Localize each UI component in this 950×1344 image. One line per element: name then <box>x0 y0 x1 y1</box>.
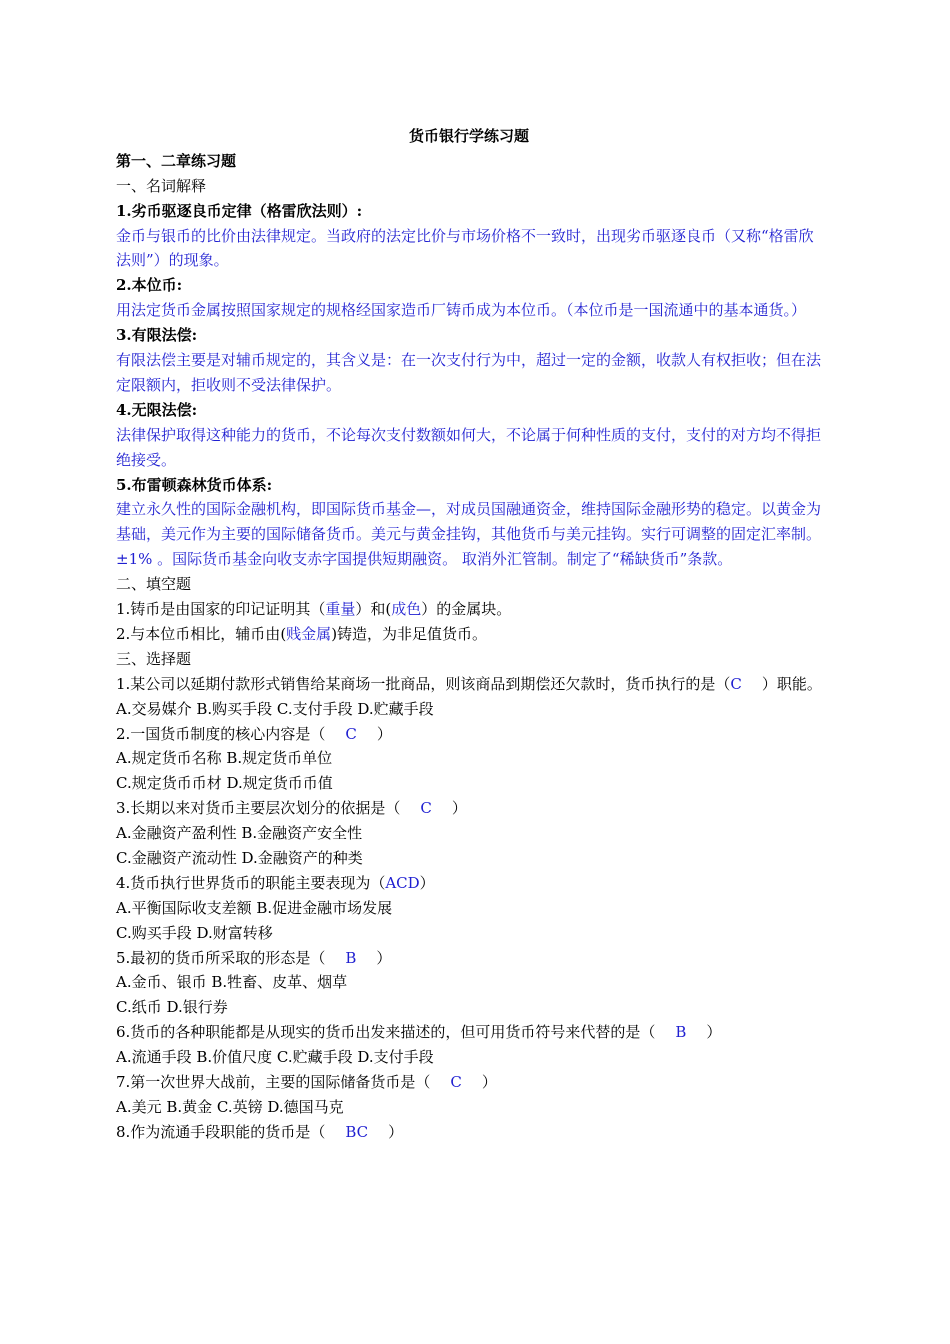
question-text: 2.一国货币制度的核心内容是（ <box>116 724 326 743</box>
fill-question-1 <box>116 597 822 622</box>
choice-options: A.金币、银币 B.牲畜、皮革、烟草 <box>116 973 348 992</box>
choice-options: A.规定货币名称 B.规定货币单位 <box>116 749 333 768</box>
question-answer: C <box>730 674 742 693</box>
question-tail: ） <box>451 799 467 818</box>
term-definition: 金币与银币的比价由法律规定。当政府的法定比价与市场价格不一致时，出现劣币驱逐良币（又称“格雷欣法则”）的现象。 <box>116 226 814 270</box>
chapter-heading: 第一、二章练习题 <box>116 151 237 170</box>
question-answer: ACD <box>385 873 420 892</box>
question-tail: ） <box>388 1122 404 1141</box>
section-heading-choice: 三、选择题 <box>116 649 192 668</box>
question-tail: ） <box>419 873 435 892</box>
term-definition: 法律保护取得这种能力的货币，不论每次支付数额如何大，不论属于何种性质的支付，支付的对方均不得拒绝接受。 <box>116 425 822 469</box>
fill-question-2 <box>116 622 822 647</box>
choice-question-3 <box>116 796 822 821</box>
choice-question-4 <box>116 871 822 896</box>
question-text: 6.货币的各种职能都是从现实的货币出发来描述的，但可用货币符号来代替的是（ <box>116 1023 656 1042</box>
fill-text: 2.与本位币相比，辅币由( <box>116 624 287 643</box>
question-text: 4.货币执行世界货币的职能主要表现为（ <box>116 873 386 892</box>
choice-options: C.金融资产流动性 D.金融资产的种类 <box>116 849 363 867</box>
term-heading: 1.劣币驱逐良币定律（格雷欣法则）: <box>116 201 363 220</box>
question-tail: ） <box>481 1073 497 1092</box>
question-tail: ） <box>706 1023 722 1042</box>
question-answer: B <box>675 1023 687 1042</box>
fill-answer: 成色 <box>391 600 422 619</box>
fill-text: 1.铸币是由国家的印记证明其（ <box>116 600 326 619</box>
choice-question-7 <box>116 1070 822 1095</box>
choice-options: A.流通手段 B.价值尺度 C.贮藏手段 D.支付手段 <box>116 1048 434 1067</box>
question-answer: C <box>345 724 357 743</box>
choice-options: A.金融资产盈利性 B.金融资产安全性 <box>116 824 363 843</box>
question-tail: ） <box>376 724 392 743</box>
question-tail: ）职能。 <box>761 674 822 693</box>
term-heading: 3.有限法偿: <box>116 326 198 345</box>
term-heading: 5.布雷顿森林货币体系: <box>116 475 273 494</box>
question-text: 3.长期以来对货币主要层次划分的依据是（ <box>116 799 401 818</box>
question-answer: BC <box>345 1122 369 1141</box>
term-heading: 2.本位币: <box>116 276 183 295</box>
choice-options: A.交易媒介 B.购买手段 C.支付手段 D.贮藏手段 <box>116 699 434 718</box>
term-definition: 有限法偿主要是对辅币规定的，其含义是：在一次支付行为中，超过一定的金额，收款人有权拒收；但在法定限额内，拒收则不受法律保护。 <box>116 351 822 394</box>
question-answer: B <box>345 948 357 967</box>
choice-question-2 <box>116 722 822 747</box>
choice-options: A.平衡国际收支差额 B.促进金融市场发展 <box>116 898 393 917</box>
choice-options: A.美元 B.黄金 C.英镑 D.德国马克 <box>116 1097 344 1116</box>
fill-text: ）的金属块。 <box>421 600 512 619</box>
question-tail: ） <box>376 948 392 967</box>
question-text: 8.作为流通手段职能的货币是（ <box>116 1122 326 1141</box>
fill-text: )铸造，为非足值货币。 <box>331 624 488 643</box>
question-answer: C <box>420 799 432 818</box>
question-answer: C <box>450 1073 462 1092</box>
choice-options: C.纸币 D.银行券 <box>116 998 228 1017</box>
section-heading-definitions: 一、名词解释 <box>116 176 207 195</box>
term-definition: 建立永久性的国际金融机构，即国际货币基金—，对成员国融通资金，维持国际金融形势的稳定。以黄金为基础，美元作为主要的国际储备货币。美元与黄金挂钩，其他货币与美元挂钩。实行可调整的固定汇率制。±1% 。国际货币基金向收支赤字国提供短期融资。 取消外汇管制。制定了“稀缺货币”条款。 <box>116 500 822 569</box>
term-heading: 4.无限法偿: <box>116 400 198 419</box>
section-heading-fill-in: 二、填空题 <box>116 575 192 594</box>
fill-text: ）和( <box>355 600 392 619</box>
choice-question-8 <box>116 1120 822 1145</box>
question-text: 1.某公司以延期付款形式销售给某商场一批商品，则该商品到期偿还欠款时，货币执行的是（ <box>116 674 731 693</box>
document-page <box>116 124 822 1145</box>
choice-question-5 <box>116 946 822 971</box>
choice-question-1 <box>116 672 822 697</box>
document-title: 货币银行学练习题 <box>408 127 529 145</box>
choice-options: C.购买手段 D.财富转移 <box>116 923 273 942</box>
question-text: 7.第一次世界大战前，主要的国际储备货币是（ <box>116 1073 431 1092</box>
term-definition: 用法定货币金属按照国家规定的规格经国家造币厂铸币成为本位币。（本位币是一国流通中的基本通货。） <box>116 301 807 320</box>
fill-answer: 贱金属 <box>286 624 332 643</box>
choice-question-6 <box>116 1020 822 1045</box>
choice-options: C.规定货币币材 D.规定货币币值 <box>116 774 333 793</box>
question-text: 5.最初的货币所采取的形态是（ <box>116 948 326 967</box>
term-list <box>116 199 822 573</box>
fill-answer: 重量 <box>325 600 356 619</box>
